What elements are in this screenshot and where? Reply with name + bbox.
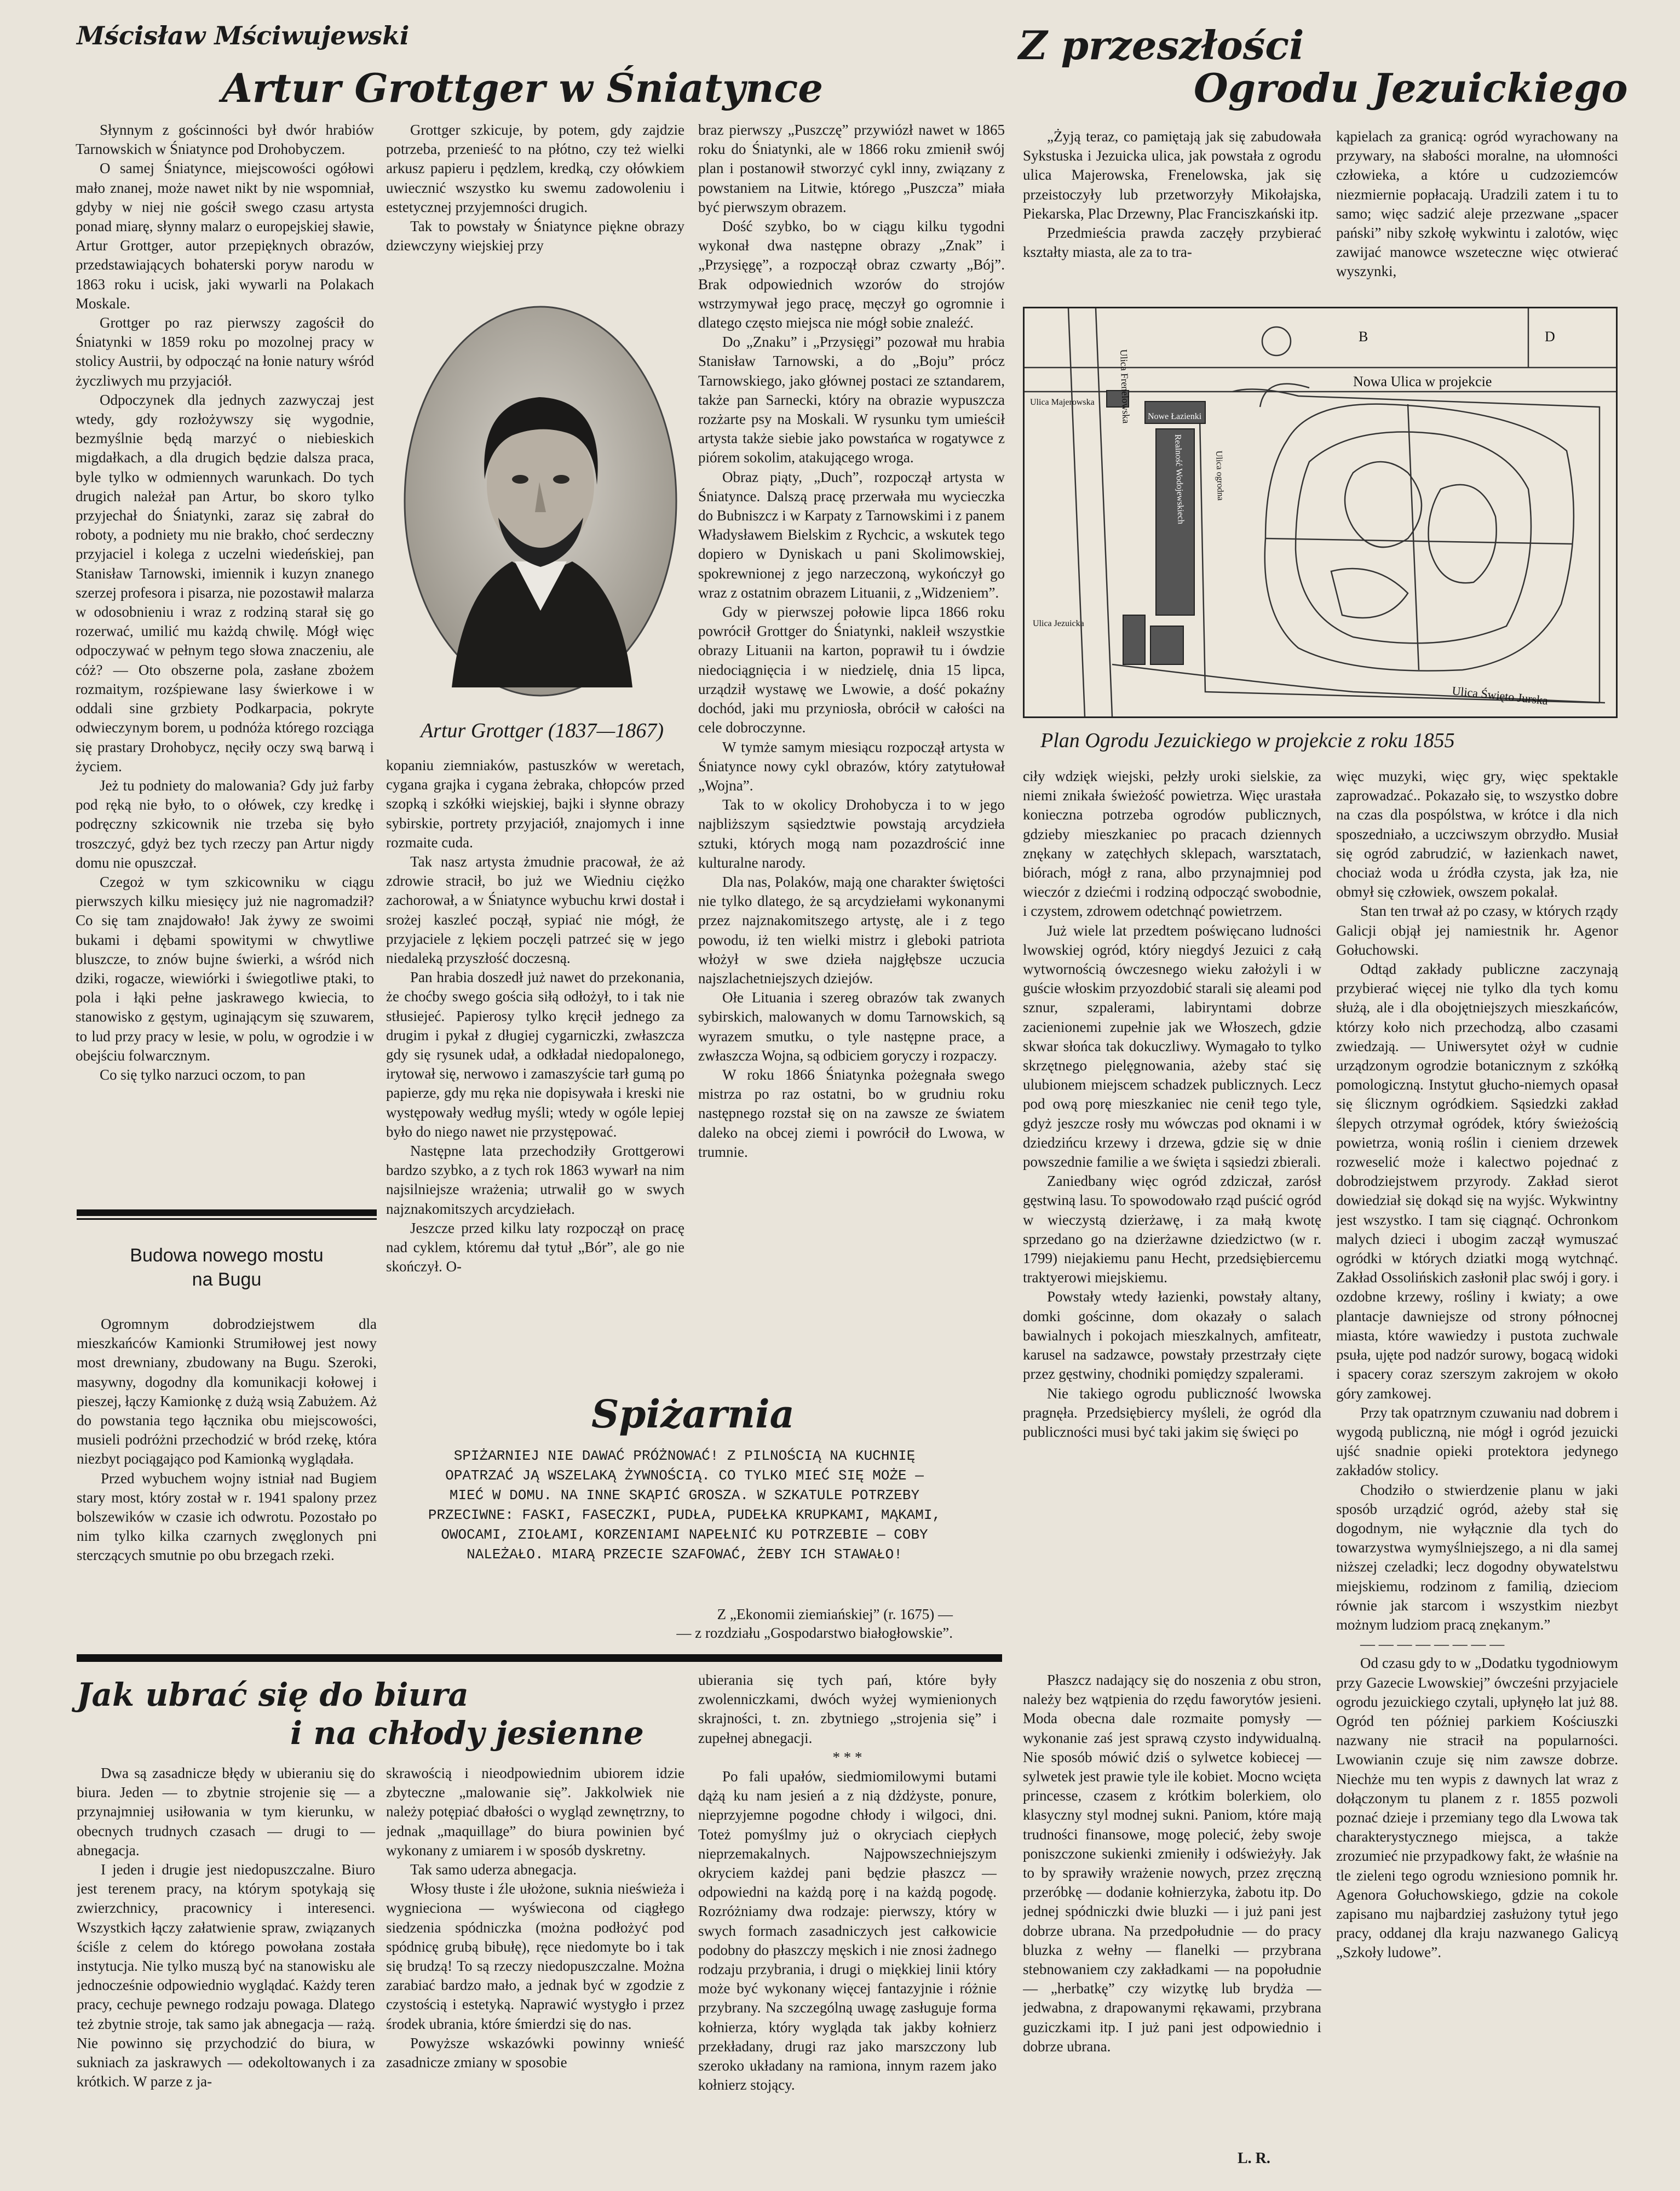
article1-column-2-top: [386, 121, 684, 279]
map-label-ogrodna: Ulica ogrodna: [1214, 450, 1226, 501]
paragraph: — — — — — — — —: [1360, 1636, 1505, 1653]
spizarnia-title: Spiżarnia: [591, 1391, 795, 1437]
paragraph: * * *: [832, 1748, 862, 1765]
paragraph: Po fali upałów, siedmiomilowymi butami dążą ku nam jesień a z nią dżdżyste, ponure, nieprzyjemne pogodne chłody i wilgoci, dni. Toteż pomyślmy już o okryciach ciepłych nieprzemakalnych. Najpowszechniejszym okryciem każdej pani będzie płaszcz — odpowiedni na każdą porę i na każdą pogodę. Rozróżniamy dwa rodzaje: pierwszy, który w swych formach zasadniczych jest całkowicie podobny do płaszczy męskich i nie znosi żadnego rodzaju przybrania, i drugi o miękkiej linii który może być wykonany więcej fantazyjnie i różnie przybrany. Na szczególną uwagę zasługuje forma kołnierza, który wygląda tak jakby kołnierz przekładany, drugi raz jako marszczony lub szeroko układany na ramiona, innym razem jako kołnierz stojący.: [698, 1768, 997, 2094]
paragraph: Chodziło o stwierdzenie planu w jaki sposób urządzić ogród, ażeby stał się dogodnym, nie wyłącznie dla tych do towarzystwa wymyślniejszego, a ni dla samej niższej czeladki; lecz dogodny obywatelstwu miejskiemu, rodzinom z familią, dzieciom równie jak starcom i wszystkim niezbyt możnym ludziom pracą znękanym.”: [1336, 1481, 1618, 1633]
portrait-caption: Artur Grottger (1837—1867): [420, 719, 664, 742]
paragraph: Przed wybuchem wojny istniał nad Bugiem stary most, który został w r. 1941 spalony przez bolszewików w czasie ich odwrotu. Pozostało po nim tylko kilka czarnych zwęglonych pni sterczących smutnie po obu brzegach rzeki.: [77, 1470, 377, 1564]
article1-author: Mścisław Mściwujewski: [77, 21, 410, 50]
paragraph: Dość szybko, bo w ciągu kilku tygodni wykonał dwa następne obrazy „Znak” i „Przysięgę”, a rozpoczął obraz czwarty „Bój”. Brak odpowiednich wzorów do strojów wstrzymywał jego pracę, męczył go ogromnie i dlatego często miejsca nie mógł sobie znaleźć.: [698, 218, 1005, 331]
paragraph: Grottger po raz pierwszy zagościł do Śniatynki w 1859 roku po mozolnej pracy w stolicy Austrii, by odpocząć na łonie natury wśród życzliwych mu przyjaciół.: [76, 314, 374, 389]
map-label-jezuicka: Ulica Jezuicka: [1033, 619, 1084, 628]
paragraph: Płaszcz nadający się do noszenia z obu stron, należy bez wątpienia do rzędu faworytów jesieni. Moda obecna dale rozmaite pomysły — wykonanie zaś jest sprawą czysto indywidualną. Nie sposób mówić dziś o sylwetce kobiecej — sylwetek jest prawie tyle ile kobiet. Mocno wcięta princesse, czasem z krótkim bolerkiem, olo klasyczny styl modnej sukni. Paniom, które mają trudności finansowe, mogę polecić, żeby swoje poniszczone sukienki zmieniły i odświeżyły. Jak to by sprawiły wrażenie nowych, przez zręczną przeróbkę — dodanie kołnierzyka, żabotu itp. Do jednej spódniczki dwie bluzki — i już pani jest dobrze ubrana. Na przedpołudnie — do pracy bluzka z wełny — flanelki — przybrana stebnowaniem czy zakładkami — na popołudnie — „herbatkę” czy wizytkę lub brydża — jedwabna, z drapowanymi rękawami, przybrana guziczkami itp. I już pani jest odpowiednio i dobrze ubrana.: [1023, 1672, 1321, 2055]
paragraph: skrawością i nieodpowiednim ubiorem idzie zbyteczne „malowanie się”. Jakkolwiek nie należy potępiać dbałości o wygląd zewnętrzny, to jednak „maquillage” do biura powinien być wykonany z umiarem i w sposób dyskretny.: [386, 1765, 684, 1859]
paragraph: Do „Znaku” i „Przysięgi” pozował mu hrabia Stanisław Tarnowski, a do „Boju” prócz Tarnowskiego, jako głównej postaci ze sztandarem, także pan Sarnecki, który na obrazie wypuszcza rozżarte psy na Moskali. W rysunku tym umieścił artysta także siebie jako powstańca w rogatywce z piórem sokolim, atakującego wroga.: [698, 334, 1005, 466]
article3-title-line1: Z przeszłości: [1019, 22, 1304, 68]
paragraph: Odpoczynek dla jednych zazwyczaj jest wtedy, gdy rozłożywszy się wygodnie, bezmyślnie będą marzyć o niebieskich migdałkach, a dla drugich będzie dalsza praca, byle tylko w odmiennych warunkach. Do tych drugich należał pan Artur, bo skoro tylko przyjechał do Śniatynki, zaraz się zabrał do roboty, a podniety mu nie brakło, choć serdeczny przyjaciel i kolega z uczelni wiedeńskiej, pan Stanisław Tarnowski, imiennik i kuzyn znanego szerzej profesora i pisarza, nie pozostawił malarza w odosobnieniu i wraz z rodziną starał się go rozerwać, umilić mu każdą chwilę. Mógł więc odpoczywać w pełnym tego słowa znaczeniu, ale cóż? — Oto obszerne pola, zasłane zbożem rozmaitym, rozśpiewane lasy świerkowe i w oddali sine grzbiety Podkarpacia, pokryte odwieczynym borem, u podnóża którego rozciąga się prastary Drohobycz, nęciły oczy swą barwą i życiem.: [76, 391, 374, 775]
paragraph: Pan hrabia doszedł już nawet do przekonania, że choćby swego gościa siłą odłożył, to i tak nie stłusiejeć. Papierosy tylko kręcił jednego za drugim i pykał z długiej cygarniczki, zwłaszcza gdy się rysunek udał, a odkładał niedopalonego, irytował się, nerwowo i zamaszyście tarł gumą po papierze, gdy mu ręka nie dopisywała i kreski nie występowały według myśli; wtedy w ogóle lepiej było do niego nawet nie przystępować.: [386, 969, 684, 1140]
spizarnia-lead: SPIŻARNIEJ NIE DAWAĆ PRÓŻNOWAĆ! Z PILNOŚCIĄ NA KUCHNIĘ OPATRZAĆ JĄ WSZELAKĄ ŻYWNOŚCIĄ. CO TYLKO MIEĆ SIĘ MOŻE — MIEĆ W DOMU. NA INNE SKĄPIĆ GROSZA. W SZKATULE POTRZEBY PRZECIWNE: FASKI, FASECZKI, PUDŁA, PUDEŁKA KRUPKAMI, MĄKAMI, OWOCAMI, ZIOŁAMI, KORZENIAMI NAPEŁNIĆ KU POTRZEBIE — COBY NALEŻAŁO. MIARĄ PRZECIE SZAFOWAĆ, ŻEBY ICH STAWAŁO!: [428, 1448, 941, 1563]
paragraph: Dla nas, Polaków, mają one charakter świętości nie tylko dlatego, że są arcydziełami wykonanymi przez najznakomitszego artystę, ale i z tego powodu, iż ten wielki mistrz i gleboki patriota włożył w swe dzieła najgłębsze uczucia najszlachetniejszych dziejów.: [698, 873, 1005, 986]
article4-column-1: [77, 1764, 375, 2169]
map-label-d: D: [1545, 329, 1555, 345]
paragraph: O samej Śniatynce, miejscowości ogółowi mało znanej, może nawet nikt by nie wspomniał, gdyby w niej nie gościł swego czasu artysta ponad miarę, słynny malarz o europejskiej sławie, Artur Grottger, autor przepięknych obrazów, przedstawiających bohaterski poryw narodu w 1863 roku i ucisk, jaki wywarli na Polakach Moskale.: [76, 160, 374, 312]
paragraph: Jeż tu podniety do malowania? Gdy już farby pod ręką nie było, to o ołówek, czy kredkę i podręczny szkicownik nie trzeba się było troszczyć, gdyż bez tych rzeczy pan Artur nigdy domu nie opuszczał.: [76, 777, 374, 871]
article4-signature: L. R.: [1238, 2150, 1270, 2167]
map-label-swietojurska: Ulica Święto Jurska: [1451, 684, 1549, 708]
paragraph: Włosy tłuste i źle ułożone, suknia nieświeża i wygnieciona — wyświecona od ciągłego siedzenia spódniczka (można podłożyć pod spódnicę grubą bibułę), ręce niedomyte bo i tak się brudzą! To są rzeczy niedopuszczalne. Można zarabiać bardzo mało, a jednak być w zgodzie z czystością i estetyką. Naprawić wystygło i przez środek ubrania, które śmierdzi się do nas.: [386, 1880, 684, 2032]
paragraph: Nie takiego ogrodu publiczność lwowska pragnęła. Przedsiębiercy myśleli, że ogród dla publiczności musi być taki jakim się święci po: [1023, 1385, 1321, 1440]
paragraph: Przedmieścia prawda zaczęły przybierać kształty miasta, ale za to tra-: [1023, 225, 1321, 261]
garden-map: [1023, 307, 1618, 718]
portrait-of-grottger: [402, 304, 679, 698]
paragraph: Tak to powstały w Śniatynce piękne obrazy dziewczyny wiejskiej przy: [386, 218, 684, 254]
divider-thick: [77, 1209, 377, 1216]
bottom-section-divider: [77, 1654, 1002, 1662]
spizarnia-source-line1: Z „Ekonomii ziemiańskiej” (r. 1675) —: [717, 1606, 953, 1622]
article4-column-4: [1023, 1671, 1321, 2147]
spizarnia-source-line2: — z rozdziału „Gospodarstwo białogłowskie”.: [676, 1625, 953, 1641]
paragraph: Ogromnym dobrodziejstwem dla mieszkańców Kamionki Strumiłowej jest nowy most drewniany, zbudowany na Bugu. Szeroki, masywny, dogodny dla komunikacji kołowej i pieszej, łączy Kamionkę z dużą wsią Zabużem. Aż do powstania tego łącznika obu miejscowości, musieli podróżni przechodzić w bród rzekę, która niezbyt pociągająco pod Kamionką wyglądała.: [77, 1316, 377, 1467]
paragraph: Powyższe wskazówki powinny wnieść zasadnicze zmiany w sposobie: [386, 2034, 684, 2071]
article3-column-2-bottom: [1336, 767, 1618, 2158]
map-label-realnosc: Realność Wodojewskiech: [1173, 434, 1186, 525]
map-label-b: B: [1359, 329, 1368, 345]
map-caption: Plan Ogrodu Jezuickiego w projekcie z roku 1855: [1040, 729, 1455, 752]
spizarnia-source: [548, 1605, 953, 1642]
paragraph: Odtąd zakłady publiczne zaczynają przybierać więcej nie tylko dla tych komu służą, ale i dla obojętniejszych mieszkańców, którzy koło nich przechodzą, albo czasami zwiedzają. — Uniwersytet ożył w cudnie urządzonym ogrodzie botanicznym z szkółką pomologiczną. Instytut głucho-niemych opasał się ślicznym ogródkiem. Sąsiedzki zakład ślepych otrzymał ogródek, który świeżością powietrza, wonią roślin i cieniem drzewek rozweselić może i kalectwo pojednać z dobrodziejstwem przyrody. Zakład sierot dowiedział się dokąd się na wyjśc. Wykwintny jest wszystko. I tam się ciągnąć. Ochronkom malych dzieci i ubogim zaczął wymuszać ogródki w których dziatki mogą wytchnąć. Zakład Ossolińskich zasłonił plac swój i gory. i ozdobne krzewy, rośliny i kwiaty; a owe plantacje dawniejsze od strony północnej miasta, które wawiedzy i pustota zuchwale psuła, ujęte pod nadzór surowy, bogacą widoki i spacery coraz szerszym zakrojem w około góry zamkowej.: [1336, 961, 1618, 1402]
paragraph: Czegoż w tym szkicowniku w ciągu pierwszych kilku miesięcy już nie nagromadził? Co się tam znajdowało! Jak żywy ze swoimi bukami i dębami spowitymi w chwytliwe bluszcze, to znów bujne świerki, a wśród nich dziki, rogacze, wiewiórki i świegotliwe ptaki, to pola i łąki pełne jaskrawego kwiecia, to stanowisko z gęstym, uginającym się szuwarem, to lud przy pracy w lesie, w polu, w ogrodzie i w obejściu folwarcznym.: [76, 873, 374, 1064]
paragraph: Tak to w okolicy Drohobycza i to w jego najbliższym sąsiedztwie powstają arcydzieła sztuki, których mogą nam pozazdrościć inne kulturalne narody.: [698, 796, 1005, 871]
article4-column-3: [698, 1671, 997, 2169]
paragraph: Tak nasz artysta żmudnie pracował, że aż zdrowie stracił, bo już we Wiedniu ciężko zachorował, a w Śniatynce wybuchu krwi dostał i srożej kaszleć począł, sypiać nie mógł, że przyjaciele z lękiem poczęli patrzeć się w jego niedaleką przyszłość doczesną.: [386, 853, 684, 967]
paragraph: Co się tylko narzuci oczom, to pan: [100, 1066, 306, 1083]
paragraph: Jeszcze przed kilku laty rozpoczął on pracę nad cyklem, któremu dał tytuł „Bór”, ale go nie skończył. O-: [386, 1219, 684, 1275]
article1-column-1: [76, 121, 374, 1200]
divider-thin: [77, 1218, 377, 1220]
paragraph: Tak samo uderza abnegacja.: [410, 1861, 577, 1878]
paragraph: W tymże samym miesiącu rozpoczął artysta w Śniatynce nowy cykl obrazów, który zatytułował „Wojna”.: [698, 738, 1005, 794]
paragraph: Już wiele lat przedtem poświęcano ludności lwowskiej ogród, który niegdyś Jezuici z całą wytwornością ówczesnego wieku założyli i w guście włoskim przyozdobić starali się aleami pod sznur, szpalerami, labiryntami dobrze zacienionemi zupełnie jak we Włoszech, gdzie skwar słońca tak dokuczliwy. Wymagało to tylko skrzętnego pielęgnowania, ażeby stać się ulubionem miejscem schadzek publicznych. Lecz pod ową porę mieszkaniec nie cenił tego tyle, gdyż jeszcze rosły mu wówczas pod oknami i w dziedzińcu krzewy i drzewa, gdzie się w dnie powszednie familie a we święta i sąsiedzi zbierali.: [1023, 922, 1321, 1171]
article1-column-2-bottom: [386, 756, 684, 1369]
article1-column-3: [698, 121, 1005, 1369]
article3-title-line2: Ogrodu Jezuickiego: [1194, 65, 1628, 111]
paragraph: Przy tak opatrznym czuwaniu nad dobrem i wygodą publiczną, nie mógł i ogród jezuicki ujść snadnie opieki protektora jedynego zakładów stolicy.: [1336, 1404, 1618, 1479]
article3-column-1-top: [1023, 127, 1321, 291]
paragraph: Słynnym z gościnności był dwór hrabiów Tarnowskich w Śniatynce pod Drohobyczem.: [76, 122, 374, 158]
paragraph: Ołe Lituania i szereg obrazów tak zwanych sybirskich, malowanych w domu Tarnowskich, są wyrazem smutku, o tyle następne prace, a zwłaszcza Wojna, są odbiciem goryczy i rozpaczy.: [698, 989, 1005, 1064]
paragraph: więc muzyki, więc gry, więc spektakle zaprowadzać.. Pokazało się, to wszystko dobre na czas dla pospólstwa, w krótce i dla nich sposzedniało, a uczciwszym obrzydło. Musiał się ogród zabrudzić, w łazienkach nawet, chociaż woda u źródła czysta, jak łza, nie obmył się człowiek, owszem pokalał.: [1336, 768, 1618, 901]
portrait-image: [402, 304, 679, 698]
paragraph: Dwa są zasadnicze błędy w ubieraniu się do biura. Jeden — to zbytnie strojenie się — a przynajmniej usiłowania w tym kierunku, w obecnych trudnych czasach — drugi to — abnegacja.: [77, 1765, 375, 1859]
garden-map-drawing: [1025, 308, 1616, 716]
paragraph: kąpielach za granicą: ogród wyrachowany na przywary, na słabości moralne, na ułomności człowieka, a które u cudzoziemców niezmiernie popłacają. Uradzili zatem i tu to samo; więc sadzić aleje przezwane „spacer pański” niby szkołę wykwintu i zalotów, więc zawijać manowce wszeteczne więc otwierać wyszynki,: [1336, 128, 1618, 280]
paragraph: Grottger szkicuje, by potem, gdy zajdzie potrzeba, przenieść to na płótno, czy też wielki arkusz papieru i pędzlem, kredką, czy ołówkiem uwiecznić wszystko ku swemu zadowoleniu i estetycznej przyjemności drugich.: [386, 122, 684, 215]
paragraph: Od czasu gdy to w „Dodatku tygodniowym przy Gazecie Lwowskiej” ówcześni przyjaciele ogrodu jezuickiego czytali, upłynęło lat już 88. Ogród ten później parkiem Kościuszki nazwany nie stracił na popularności. Lwowianin czuje się nim zawsze dobrze. Niechże mu ten wypis z dawnych lat wraz z dołączonym tu planem z r. 1855 pozwoli poznać dzieje i przemiany tego dla Lwowa tak charakterystycznego miejsca, a także zrozumieć nie przypadkowy fakt, że właśnie na tle zieleni tego ogrodu wzniesiono pomnik hr. Agenora Gołuchowskiego, gdzie na cokole zapisano mu najbardziej zasłużony tytuł jego pracy, oddanej dla kraju nazwanego Galicyą „Szkoły ludowe”.: [1336, 1655, 1618, 1961]
paragraph: braz pierwszy „Puszczę” przywiózł nawet w 1865 roku do Śniatynki, ale w 1866 roku zmienił swój plan i postanowił stworzyć cykl inny, związany z powstaniem na Litwie, którego „Puszcza” miała być pierwszym obrazem.: [698, 122, 1005, 215]
paragraph: Stan ten trwał aż po czasy, w których rządy Galicji objął jej namiestnik hr. Agenor Gołuchowski.: [1336, 903, 1618, 958]
article2-title-line2: na Bugu: [192, 1269, 262, 1290]
paragraph: Gdy w pierwszej połowie lipca 1866 roku powrócił Grottger do Śniatynki, nakleił wszystkie obrazy Lituanii na karton, poprawił tu i ówdzie niedociągnięcia i w niedzielę, dnia 15 lipca, urządził wystawę we Lwowie, a dość pokaźny dochód, jaki mu przyniosła, obrócił w całości na cele dobroczynne.: [698, 604, 1005, 736]
article4-column-2: [386, 1764, 684, 2169]
article4-title-line2: i na chłody jesienne: [290, 1714, 644, 1752]
paragraph: kopaniu ziemniaków, pastuszków w weretach, cygana grajka i cygana żebraka, chłopców przed szopką i szkółki wiejskiej, bajki i słynne obrazy sybirskie, portrety przyjaciół, znajomych i inne rozmaite cuda.: [386, 757, 684, 851]
map-label-lazienki: Nowe Łazienki: [1148, 412, 1202, 421]
paragraph: Obraz piąty, „Duch”, rozpoczął artysta w Śniatynce. Dalszą pracę przerwała mu wycieczka do Bubniszcz i w Karpaty z Tarnowskimi i z panem Władysławem Bielskim z Rychcic, a wskutek tego dopiero w Dyniskach u pani Skolimowskiej, spokrewnionej z jego narzeczoną, wykończył go wraz z ostatnim obrazem Lituanii, z „Widzeniem”.: [698, 468, 1005, 601]
map-label-nowa-ulica: Nowa Ulica w projekcie: [1353, 374, 1492, 389]
article4-title-line1: Jak ubrać się do biura: [77, 1676, 469, 1713]
article2-title-line1: Budowa nowego mostu: [130, 1245, 324, 1266]
article2-body: [77, 1315, 377, 1643]
article3-column-1-bottom: [1023, 767, 1321, 1643]
article1-title: Artur Grottger w Śniatynce: [222, 65, 823, 111]
article3-column-2-top: [1336, 127, 1618, 291]
paragraph: Następne lata przechodziły Grottgerowi bardzo szybko, a z tych rok 1863 wywarł na nim najsilniejsze wrażenia; utrwalił go w swych najznakomitszych arcydziełach.: [386, 1143, 684, 1217]
paragraph: ciły wdzięk wiejski, pełzły uroki sielskie, za niemi znikała świeżość powietrza. Więc urastała konieczna potrzeba ogrodów publicznych, gdzieby mieszkaniec po pracach dziennych znękany w zatęchłych sklepach, warsztatach, biórach, mógł z rana, albo przynajmniej pod wieczór z dziećmi i rodziną odpocząć swobodnie, i czystem, zdrowem odetchnąć powietrzem.: [1023, 768, 1321, 920]
map-label-frenelowska: Ulica Frenelowska: [1118, 349, 1132, 424]
paragraph: W roku 1866 Śniatynka pożegnała swego mistrza po raz ostatni, bo w grudniu roku następnego rozstał się on na zawsze ze światem daleko na obcej ziemi i powrócił do Lwowa, w trumnie.: [698, 1066, 1005, 1160]
paragraph: I jeden i drugie jest niedopuszczalne. Biuro jest terenem pracy, na którym spotykają się zwierzchnicy, pracownicy i interesenci. Wszystkich łączy załatwienie spraw, związanych ściśle z celem do którego powołana została instytucja. Nie tylko muszą być na stanowisku ale jednocześnie odpowiednio wyglądać. Każdy teren pracy, cechuje pewnego rodzaju powaga. Dlatego też zbytnie stroje, tak samo jak abnegacja — rażą. Nie powinno się przychodzić do biura, w sukniach za jaskrawych — odekoltowanych i za krótkich. W parze z ja-: [77, 1861, 375, 2090]
paragraph: ubierania się tych pań, które były zwolenniczkami, dwóch wyżej wymienionych skrajności, t. zn. zbytniego „strojenia się” i zupełnej abnegacji.: [698, 1672, 997, 1746]
paragraph: Powstały wtedy łazienki, powstały altany, domki gościnne, dom okazały o salach bawialnych i pokojach mieszkalnych, amfiteatr, karusel na sadzawce, powstały przestrzały cięte przez gęstwiny, chodniki pomiędzy szpalerami.: [1023, 1288, 1321, 1383]
map-label-majerowska: Ulica Majerowska: [1030, 398, 1095, 407]
paragraph: „Żyją teraz, co pamiętają jak się zabudowała Sykstuska i Jezuicka ulica, jak powstała z ogrodu ulica Majerowska, Frenelowska, jak się przeistoczyły lub przetworzyły Mikołajska, Piekarska, Plac Drzewny, Plac Franciszkański itp.: [1023, 128, 1321, 222]
article2-title: [77, 1243, 377, 1292]
paragraph: Zaniedbany więc ogród zdziczał, zarósł gęstwiną lasu. To spowodowało rząd puścić ogród w wieczystą dzierżawę, i za małą kwotę sprzedano go na dzierżawne dziedzictwo (w r. 1799) niejakiemu panu Hecht, przedsiębiercemu traktyerowi miejskiemu.: [1023, 1173, 1321, 1286]
